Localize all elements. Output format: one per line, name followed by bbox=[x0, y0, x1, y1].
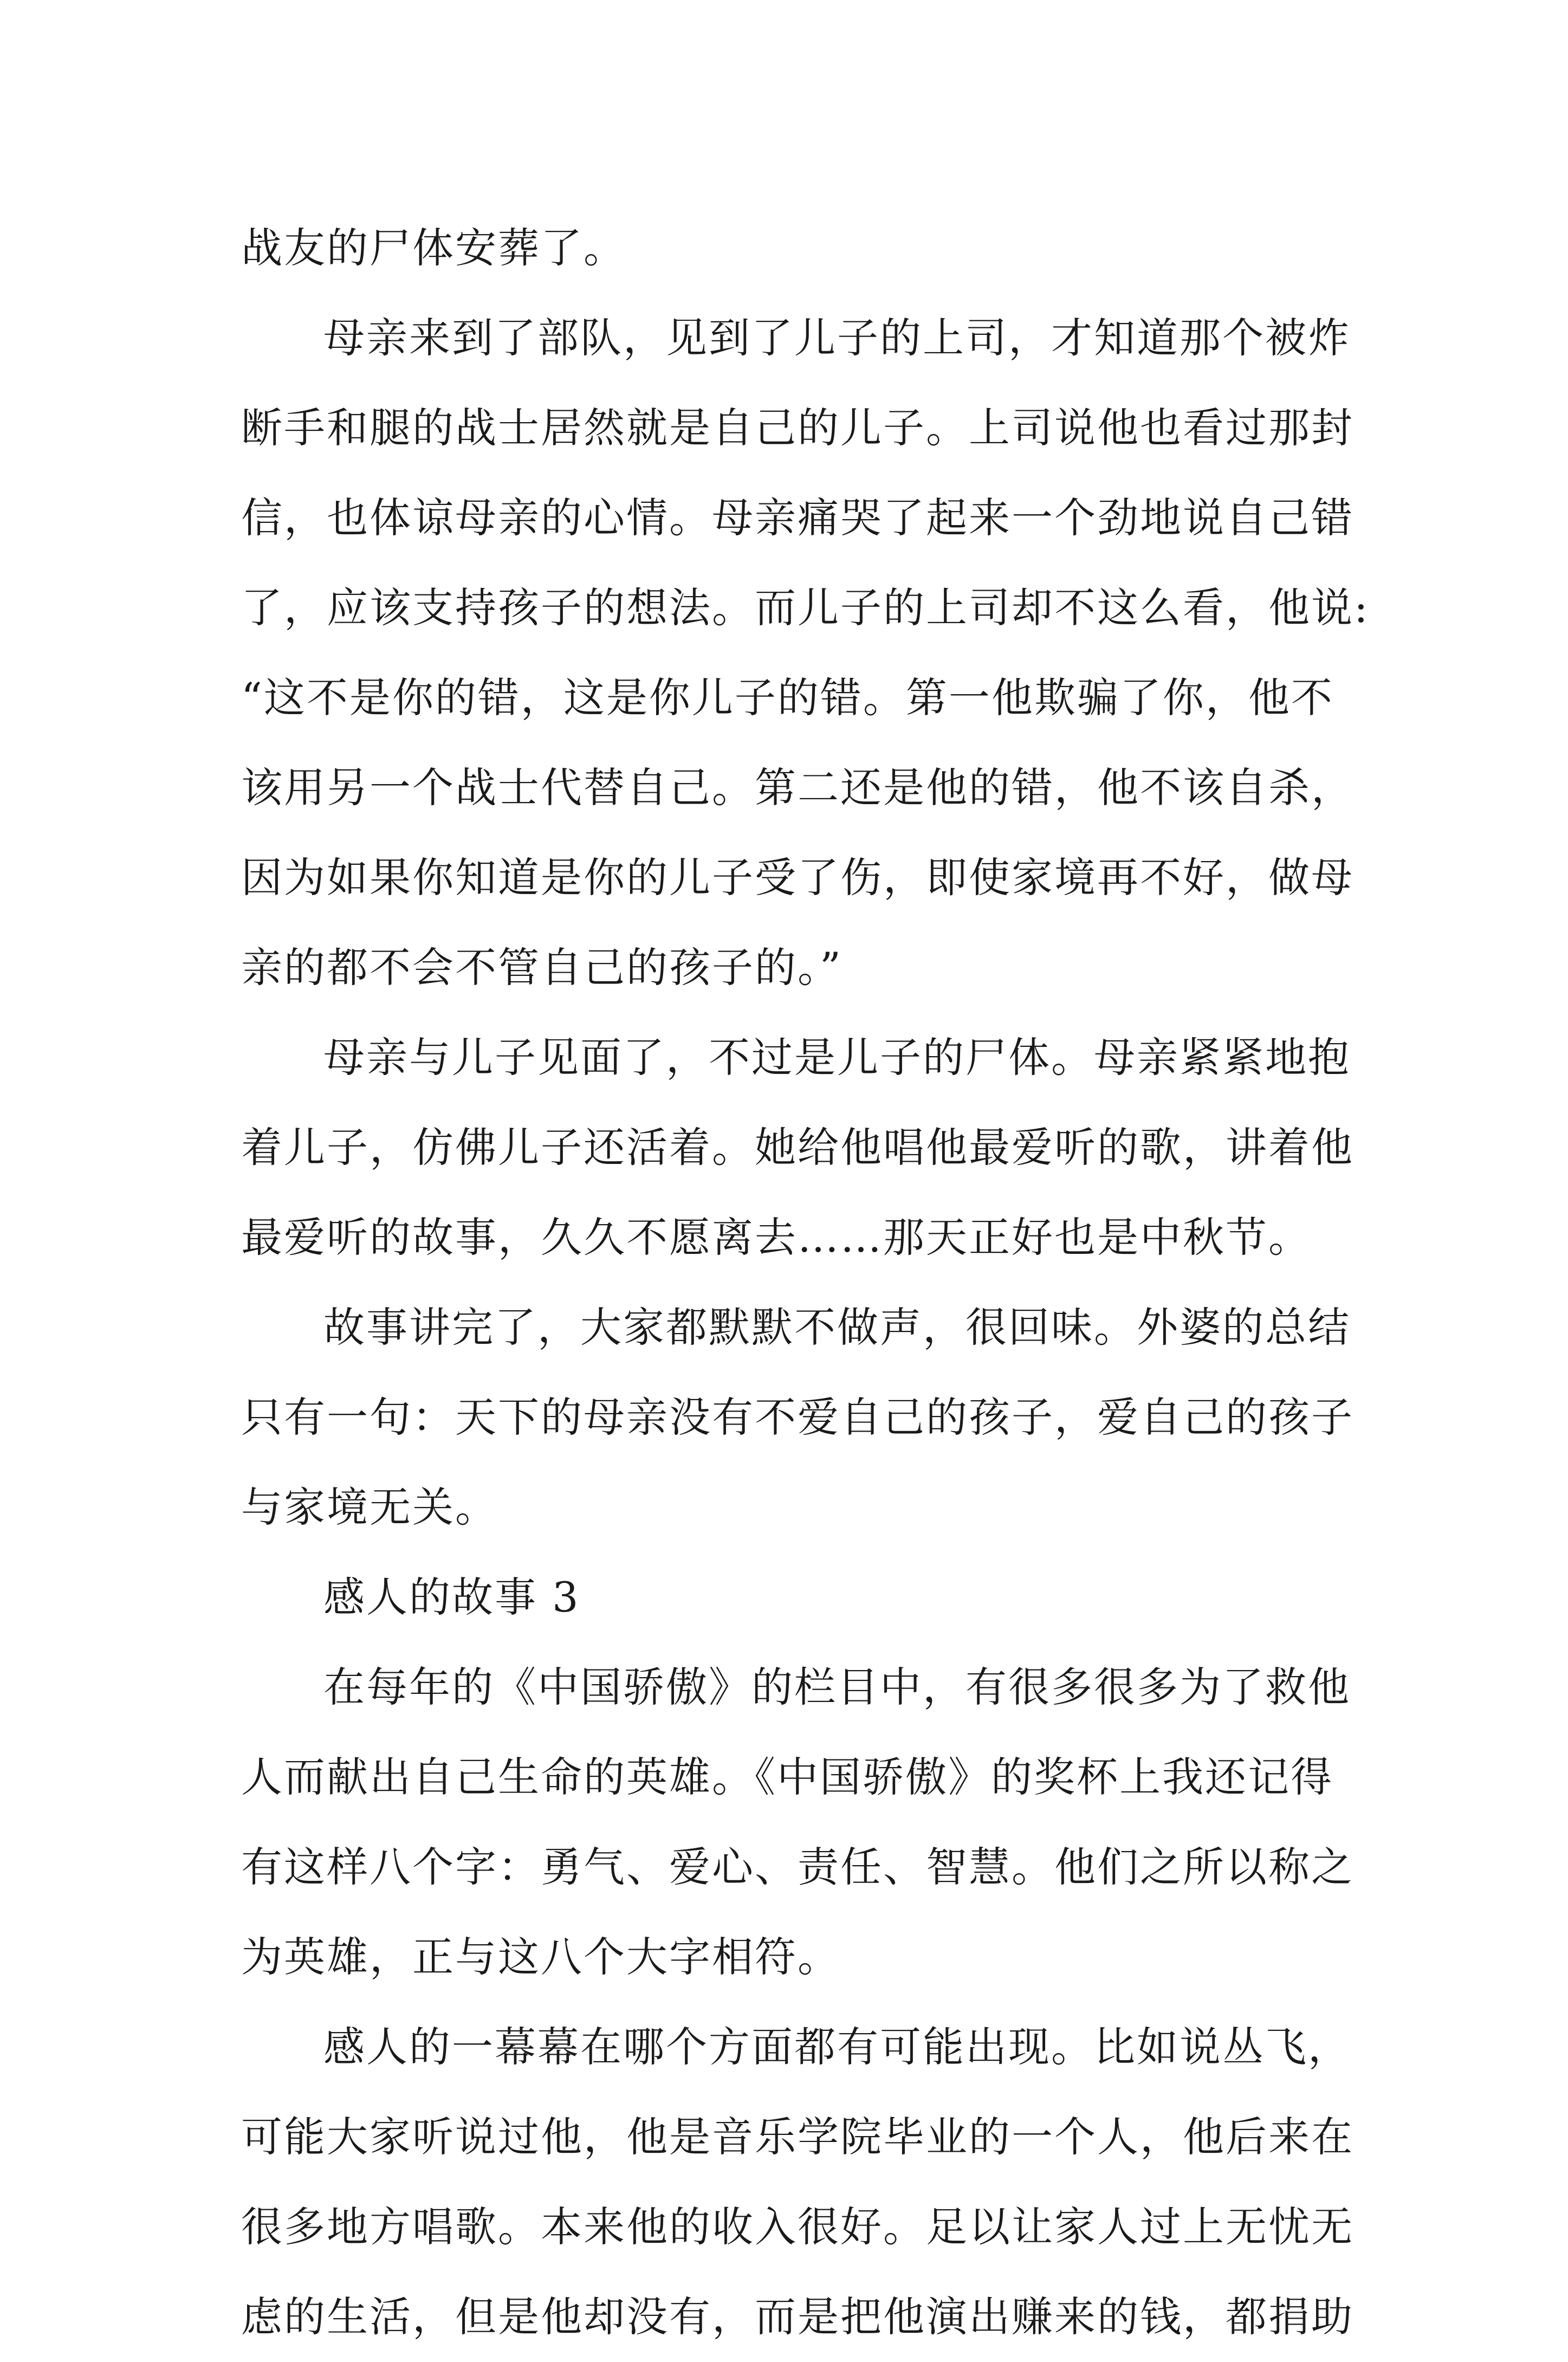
text-line: 着儿子，仿佛儿子还活着。她给他唱他最爱听的歌，讲着他 bbox=[241, 1123, 1354, 1172]
text-line: 因为如果你知道是你的儿子受了伤，即使家境再不好，做母 bbox=[241, 853, 1354, 902]
section-heading: 感人的故事 3 bbox=[323, 1573, 580, 1621]
body-text bbox=[241, 203, 1370, 2362]
paragraph-start-line: 故事讲完了，大家都默默不做声，很回味。外婆的总结 bbox=[323, 1303, 1351, 1351]
text-line: 只有一句：天下的母亲没有不爱自己的孩子，爱自己的孩子 bbox=[241, 1393, 1354, 1441]
text-line: 断手和腿的战士居然就是自己的儿子。上司说他也看过那封 bbox=[241, 404, 1354, 452]
paragraph-start-line: 感人的一幕幕在哪个方面都有可能出现。比如说丛飞， bbox=[323, 2023, 1351, 2071]
text-line: 了，应该支持孩子的想法。而儿子的上司却不这么看，他说: bbox=[241, 584, 1370, 632]
paragraph-start-line: 母亲来到了部队，见到了儿子的上司，才知道那个被炸 bbox=[323, 314, 1351, 362]
text-line: 亲的都不会不管自己的孩子的。” bbox=[241, 943, 843, 992]
text-line: 为英雄，正与这八个大字相符。 bbox=[241, 1933, 840, 1981]
text-line: 很多地方唱歌。本来他的收入很好。足以让家人过上无忧无 bbox=[241, 2203, 1354, 2251]
text-line: “这不是你的错，这是你儿子的错。第一他欺骗了你，他不 bbox=[241, 674, 1334, 722]
text-line: 该用另一个战士代替自己。第二还是他的错，他不该自杀， bbox=[241, 763, 1354, 812]
paragraph-start-line: 在每年的《中国骄傲》的栏目中，有很多很多为了救他 bbox=[323, 1663, 1351, 1711]
text-line: 人而献出自己生命的英雄。《中国骄傲》的奖杯上我还记得 bbox=[241, 1753, 1333, 1801]
text-line: 与家境无关。 bbox=[241, 1483, 498, 1531]
text-line: 有这样八个字：勇气、爱心、责任、智慧。他们之所以称之 bbox=[241, 1843, 1354, 1891]
text-line: 信，也体谅母亲的心情。母亲痛哭了起来一个劲地说自己错 bbox=[241, 494, 1354, 542]
text-line: 可能大家听说过他，他是音乐学院毕业的一个人，他后来在 bbox=[241, 2113, 1354, 2161]
text-line: 最爱听的故事，久久不愿离去……那天正好也是中秋节。 bbox=[241, 1213, 1311, 1261]
text-line: 虑的生活，但是他却没有，而是把他演出赚来的钱，都捐助 bbox=[241, 2293, 1354, 2341]
paragraph-start-line: 母亲与儿子见面了，不过是儿子的尸体。母亲紧紧地抱 bbox=[323, 1033, 1351, 1082]
text-line: 战友的尸体安葬了。 bbox=[241, 224, 626, 272]
